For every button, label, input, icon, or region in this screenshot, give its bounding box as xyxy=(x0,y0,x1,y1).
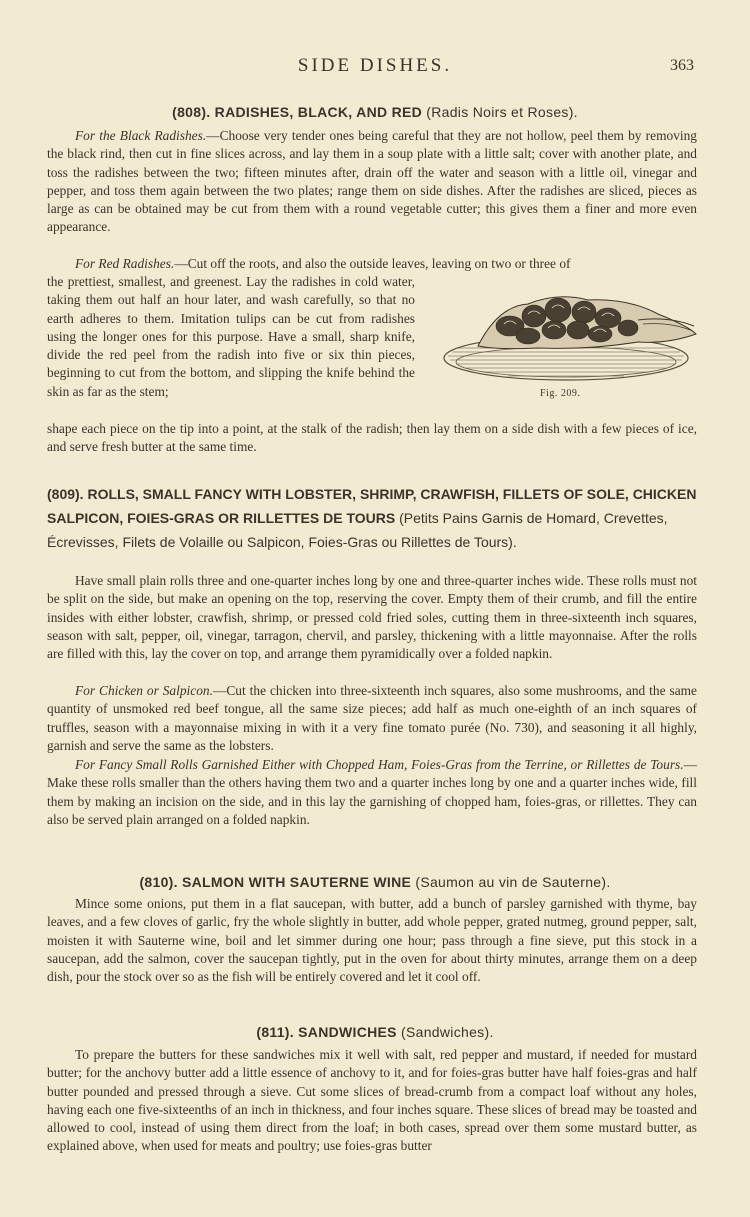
recipe-808-black-lead: For the Black Radishes. xyxy=(75,128,207,143)
running-title: SIDE DISHES. xyxy=(297,55,453,76)
recipe-809-title xyxy=(47,482,697,554)
recipe-809-fancy-paragraph xyxy=(47,756,697,829)
recipe-808-red-lead: For Red Radishes. xyxy=(75,256,175,271)
recipe-808-red-end: shape each piece on the tip into a point, at the stalk of the radish; then lay them on a side dish with a few pieces of ice, and serve fresh butter at the same time. xyxy=(47,421,697,455)
recipe-809-title-en: (809). ROLLS, SMALL FANCY WITH LOBSTER, SHRIMP, CRAWFISH, FILLETS OF SOLE, CHICKEN SALPICON, FOIES-GRAS OR RILLETTES DE TOURS xyxy=(47,486,697,526)
recipe-809-chicken-paragraph xyxy=(47,682,697,755)
recipe-810-title-fr: (Saumon au vin de Sauterne). xyxy=(415,874,611,890)
recipe-810-title xyxy=(0,874,750,890)
recipe-808-black-text: —Choose very tender ones being careful that they are not hollow, peel them by removing the black rind, then cut in fine slices across, and lay them in a soup plate with a little salt; cover with another plate, and toss the radishes between the two; fifteen minutes after, drain off the water and season with a little oil, vinegar and pepper, and toss them again between the two plates; range them on side dishes. After the radishes are sliced, pieces as large as can be obtained may be cut from them with a round vegetable cutter; this gives them a finer and more even appearance. xyxy=(47,128,697,235)
recipe-811-p1: To prepare the butters for these sandwiches mix it well with salt, red pepper and mustard, if needed for mustard butter; for the anchovy butter add a little essence of anchovy to it, and for foies-gras butter have half foies-gras and half butter pounded and pressed through a sieve. Cut some slices of bread-crumb from a compact loaf without any holes, having each one five-sixteenths of an inch in thickness, and four inches square. These slices of bread may be toasted and allowed to cool, instead of using them direct from the loaf; in both cases, spread over them some mustard butter, as explained above, when used for meats and poultry; use foies-gras butter xyxy=(47,1047,697,1154)
recipe-808-title-fr: (Radis Noirs et Roses). xyxy=(426,104,578,120)
recipe-808-red-wrap: the prettiest, smallest, and greenest. Lay the radishes in cold water, taking them out half an hour later, and wash carefully, so that no earth adheres to them. Imitation tulips can be cut from radishes using the longer ones for this purpose. Have a small, sharp knife, divide the red peel from the radish into five or six thin pieces, beginning to cut from the bottom, and slipping the knife behind the skin as far as the stem; xyxy=(47,274,415,399)
page-number: 363 xyxy=(670,57,694,74)
recipe-811-title xyxy=(0,1024,750,1040)
recipe-809-chicken-text: —Cut the chicken into three-sixteenth inch squares, also some mushrooms, and the same quantity of unsmoked red beef tongue, all the same size pieces; add half as much one-eighth of an inch squares of truffles, season with a mayonnaise mixing in with it a very fine tomato purée (No. 730), and seasoning it all highly, garnish and serve the same as the lobsters. xyxy=(47,683,698,753)
recipe-809-fancy-lead: For Fancy Small Rolls Garnished Either with Chopped Ham, Foies-Gras from the Terrine, or Rillettes de Tours. xyxy=(75,757,684,772)
figure-caption: Fig. 209. xyxy=(540,388,581,399)
recipe-810-title-en: (810). SALMON WITH SAUTERNE WINE xyxy=(139,874,412,890)
recipe-809-title-fr: (Petits Pains Garnis de Homard, Crevettes, Écrevisses, Filets de Volaille ou Salpicon, Foies-Gras ou Rillettes de Tours). xyxy=(47,510,668,550)
recipe-809-fancy-text: —Make these rolls smaller than the others having them two and a quarter inches long by one and a quarter inches wide, fill them by making an incision on the side, and in this lay the garnishing of chopped ham, foies-gras, or rillettes. They can also be served plain arranged on a folded napkin. xyxy=(47,757,697,827)
recipe-810-p1: Mince some onions, put them in a flat saucepan, with butter, add a bunch of parsley garnished with thyme, bay leaves, and a few cloves of garlic, fry the whole slightly in butter, add whole pepper, grated nutmeg, ground pepper, salt, moisten it with Sauterne wine, boil and let simmer during one hour; pass through a fine sieve, put this stock in a saucepan, add the salmon, cover the saucepan tightly, put in the oven for about thirty minutes, arrange them on a deep dish, pour the stock over so as the fish will be entirely covered and let it cool off. xyxy=(47,896,697,985)
recipe-809-chicken-lead: For Chicken or Salpicon. xyxy=(75,683,213,698)
recipe-809-p1: Have small plain rolls three and one-quarter inches long by one and three-quarter inches wide. These rolls must not be split on the side, but make an opening on the top, reserving the cover. Empty them of their crumb, and fill the entire insides with either lobster, crawfish, shrimp, or pressed cold fried soles, cutting them in three-sixteenth inch squares, season with salt, pepper, oil, vinegar, tarragon, chervil, and parsley, thickening with a little mayonnaise. After the rolls are filled with this, lay the cover on top, and arrange them pyramidically over a folded napkin. xyxy=(47,573,697,662)
recipe-808-red-first-line xyxy=(47,255,697,273)
recipe-808-black-paragraph xyxy=(47,127,697,237)
recipe-811-title-en: (811). SANDWICHES xyxy=(256,1024,397,1040)
recipe-808-title-en: (808). RADISHES, BLACK, AND RED xyxy=(172,104,423,120)
recipe-811-title-fr: (Sandwiches). xyxy=(401,1024,494,1040)
recipe-808-title xyxy=(0,104,750,120)
recipe-808-red-first: —Cut off the roots, and also the outside leaves, leaving on two or three of xyxy=(174,256,571,271)
radish-dish-illustration xyxy=(438,286,700,404)
